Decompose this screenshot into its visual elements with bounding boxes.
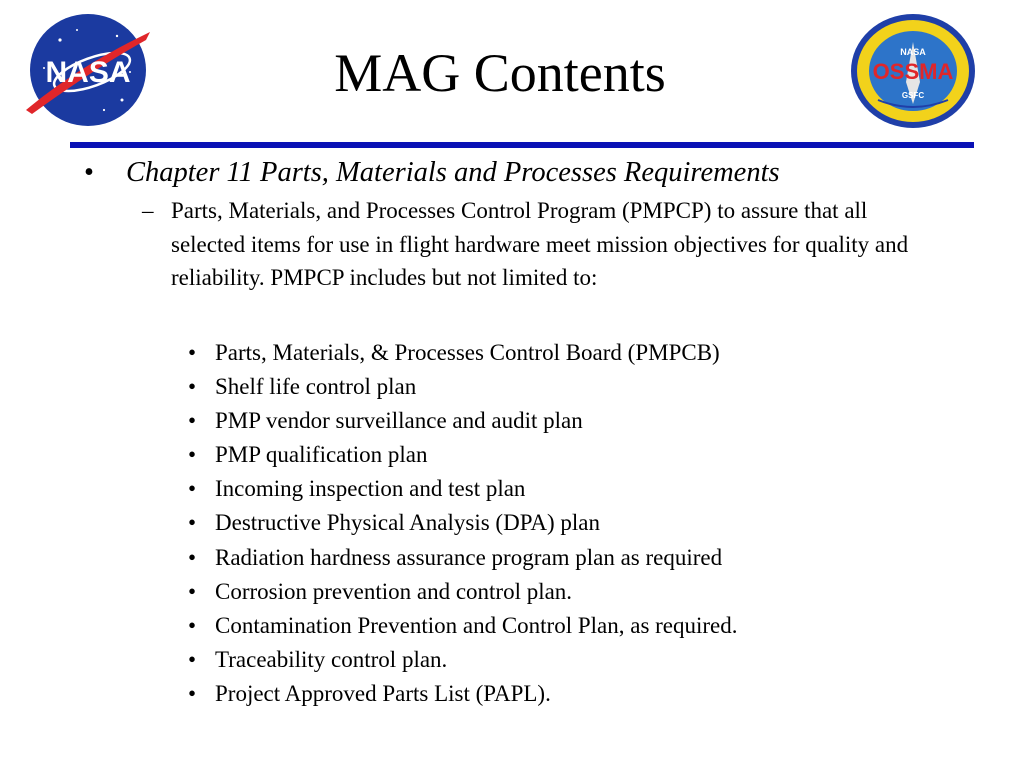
ossma-seal-icon: [848, 12, 978, 130]
bullet-marker: •: [188, 510, 197, 536]
list-item-text: Corrosion prevention and control plan.: [215, 578, 573, 604]
bullet-marker: •: [188, 544, 197, 570]
bullet-marker: •: [84, 157, 94, 188]
bullet-marker: •: [188, 476, 197, 502]
sub-bullet-text: Parts, Materials, and Processes Control Program (PMPCP) to assure that all selected items for use in flight hardware meet mission objectives for quality and reliability. PMPCP includes but not limited to:: [171, 198, 909, 290]
list-item: [188, 370, 738, 404]
bullet-marker: •: [188, 374, 197, 400]
list-item: [188, 404, 738, 438]
list-item: [188, 609, 738, 643]
bullet-marker: •: [188, 442, 197, 468]
svg-text:NASA: NASA: [45, 56, 131, 89]
dash-marker: –: [142, 198, 154, 223]
svg-text:NASA: NASA: [900, 47, 926, 57]
svg-text:GSFC: GSFC: [901, 91, 925, 100]
list-item-text: PMP vendor surveillance and audit plan: [215, 408, 583, 434]
bullet-marker: •: [188, 612, 197, 638]
list-item-text: PMP qualification plan: [215, 442, 428, 468]
list-item: [188, 336, 738, 370]
list-item-text: Contamination Prevention and Control Plan, as required.: [215, 612, 738, 638]
list-item-text: Project Approved Parts List (PAPL).: [215, 680, 551, 706]
bullet-marker: •: [188, 340, 197, 365]
list-item-text: Destructive Physical Analysis (DPA) plan: [215, 510, 601, 536]
bullet-marker: •: [188, 578, 197, 604]
list-item: [188, 677, 738, 711]
list-item: [188, 506, 738, 540]
svg-text:OSSMA: OSSMA: [872, 59, 954, 84]
list-item-text: Parts, Materials, & Processes Control Board (PMPCB): [215, 340, 720, 365]
requirements-list: [188, 336, 738, 711]
bullet-marker: •: [188, 408, 197, 434]
list-item-text: Shelf life control plan: [215, 374, 417, 400]
title-divider: [70, 142, 974, 148]
list-item: [188, 643, 738, 677]
list-item: [188, 575, 738, 609]
list-item: [188, 438, 738, 472]
nasa-logo-icon: [22, 10, 152, 130]
list-item-text: Traceability control plan.: [215, 646, 448, 672]
list-item-text: Incoming inspection and test plan: [215, 476, 526, 502]
chapter-heading: Chapter 11 Parts, Materials and Processes Requirements: [126, 157, 780, 188]
slide-title: MAG Contents: [334, 43, 666, 103]
bullet-marker: •: [188, 646, 197, 672]
list-item-text: Radiation hardness assurance program plan as required: [215, 544, 723, 570]
list-item: [188, 541, 738, 575]
list-item: [188, 472, 738, 506]
bullet-marker: •: [188, 680, 197, 706]
